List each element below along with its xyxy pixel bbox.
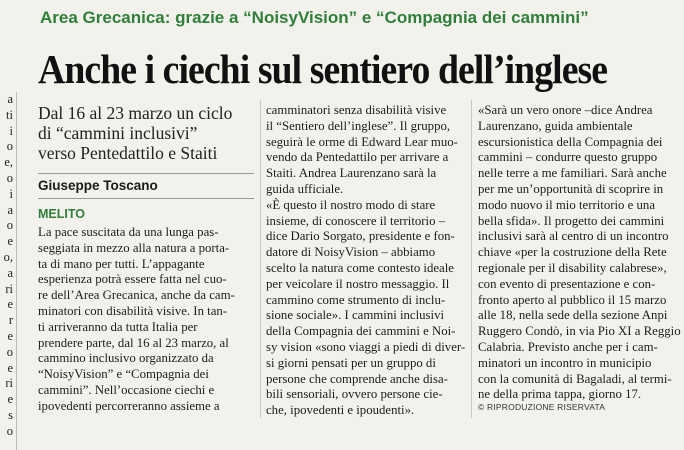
article-column-3 <box>478 103 681 403</box>
article-text-line: che, ipovedenti e ipoudenti». <box>266 403 415 418</box>
article-text-line: cammino come strumento di inclu- <box>266 292 446 307</box>
article-text-line: bella sfida». Il progetto dei cammini <box>478 213 665 228</box>
article-text-line: persone che comprende anche disa- <box>266 371 448 386</box>
previous-article-text-fragment: ti <box>6 107 13 122</box>
article-text-line: «È questo il nostro modo di stare <box>266 197 436 212</box>
article-text-line: con evento di presentazione e con- <box>478 276 656 291</box>
previous-article-text-fragment: o <box>6 218 13 233</box>
previous-article-text-fragment: a <box>7 265 13 280</box>
article-text-line: La pace suscitata da una lunga pas- <box>38 225 219 239</box>
article-text-line: nelle terre a me familiari. Sarà anche <box>478 166 667 181</box>
previous-article-column <box>0 92 17 450</box>
article-text-line: alle 18, nella sede della sezione Anpi <box>478 308 668 323</box>
article-text-line: esperienza potrà essere fatta nel cuo- <box>38 272 227 287</box>
article-text-line: Calabria. Previsto anche per i cam- <box>478 339 658 354</box>
subhead-line: verso Pentedattilo e Staiti <box>38 143 218 163</box>
article-text-line: Ruggero Condò, in via Pio XI a Reggio <box>478 324 681 339</box>
article-byline: Giuseppe Toscano <box>38 178 158 193</box>
article-text-line: sione sociale». I cammini inclusivi <box>266 308 445 323</box>
article-text-line: inclusivi sarà al centro di un incontro <box>478 229 669 244</box>
copyright-notice: © RIPRODUZIONE RISERVATA <box>478 402 606 412</box>
article-text-line: modo nuovo il mio territorio e una <box>478 197 655 212</box>
previous-article-text-fragment: ri <box>5 376 13 391</box>
previous-article-text-fragment: e <box>7 360 13 375</box>
previous-article-text-fragment: o <box>6 139 13 154</box>
article-text-line: dice Dario Sorgato, presidente e fon- <box>266 229 455 244</box>
previous-article-text-fragment: s <box>8 407 13 422</box>
article-text-line: per veicolare il nostro messaggio. Il <box>266 276 450 291</box>
article-column-1 <box>38 225 254 415</box>
column-divider <box>471 100 472 418</box>
article-text-line: vendo da Pentedattilo per arrivare a <box>266 150 449 165</box>
article-text-line: cammini”. Nell’occasione ciechi e <box>38 382 215 397</box>
article-text-line: guida ufficiale. <box>266 181 344 196</box>
article-text-line: camminatori senza disabilità visive <box>266 103 447 117</box>
article-text-line: della Compagnia dei cammini e Noi- <box>266 324 456 339</box>
article-text-line: “NoisyVision” e “Compagnia dei <box>38 367 209 382</box>
article-text-line: minatori un incontro in municipio <box>478 355 652 370</box>
article-text-line: con la comunità di Bagaladi, al termi- <box>478 371 672 386</box>
article-text-line: Staiti. Andrea Laurenzano sarà la <box>266 166 437 181</box>
previous-article-text-fragment: a <box>7 202 13 217</box>
article-text-line: scelto la natura come contesto ideale <box>266 260 454 275</box>
subhead-line: di “cammini inclusivi” <box>38 123 198 143</box>
previous-article-text-fragment: r <box>8 313 13 328</box>
article-text-line: fronto aperto al pubblico il 15 marzo <box>478 292 667 307</box>
location-divider <box>38 198 254 199</box>
subhead-line: Dal 16 al 23 marzo un ciclo <box>38 103 233 123</box>
article-text-line: Laurenzano, guida ambientale <box>478 118 633 133</box>
article-text-line: ne della prima tappa, giorno 17. <box>478 387 642 402</box>
previous-article-text-fragment: a <box>7 92 13 106</box>
previous-article-text-fragment: e, <box>4 155 13 170</box>
article-text-line: minatori con disabilità visive. In tan- <box>38 303 228 318</box>
article-text-line: seguirà le orme di Edward Lear muo- <box>266 134 458 149</box>
article-text-line: sy vision «sono viaggi a piedi di diver- <box>266 339 466 354</box>
article-text-line: il “Sentiero dell’inglese”. Il gruppo, <box>266 118 451 133</box>
previous-article-text-fragment: o <box>6 344 13 359</box>
article-text-line: cammino inclusivo organizzato da <box>38 351 214 366</box>
article-subhead <box>38 103 254 163</box>
previous-article-text-fragment: e <box>7 234 13 249</box>
previous-article-text-fragment: o <box>6 170 13 185</box>
previous-article-text-fragment: o, <box>3 249 13 264</box>
article-text-line: prendere parte, dal 16 al 23 marzo, al <box>38 335 229 350</box>
article-text-line: ta di mano per tutti. L’appagante <box>38 256 205 271</box>
previous-article-text-fragment: e <box>7 328 13 343</box>
article-text-line: chiave «per la costruzione della Rete <box>478 245 667 260</box>
previous-article-text-fragment: o <box>6 423 13 438</box>
previous-article-text-fragment: e <box>7 392 13 407</box>
article-text-line: cammini – condurre questo gruppo <box>478 150 658 165</box>
article-text-line: per me un’opportunità di scoprire in <box>478 181 664 196</box>
article-column-2 <box>266 103 464 419</box>
previous-article-text-fragment: e <box>7 297 13 312</box>
article-text-line: escursionistica della Compagnia dei <box>478 134 663 149</box>
previous-article-text-fragment: ri <box>5 281 13 296</box>
article-text-line: ipovedenti percorreranno assieme a <box>38 398 220 413</box>
previous-article-text-fragment: i <box>9 186 13 201</box>
article-kicker: Area Grecanica: grazie a “NoisyVision” e “Compagnia dei cammini” <box>40 8 589 27</box>
article-text-line: insieme, di conoscere il territorio – <box>266 213 446 228</box>
article-text-line: re dell’Area Grecanica, anche da cam- <box>38 288 235 303</box>
article-text-line: ti arriveranno da tutta Italia per <box>38 319 198 334</box>
article-text-line: datore di NoisyVision – abbiamo <box>266 245 436 260</box>
article-text-line: «Sarà un vero onore –dice Andrea <box>478 103 653 117</box>
column-divider <box>260 100 261 418</box>
article-location: MELITO <box>38 207 85 221</box>
article-text-line: si giorni pensati per un gruppo di <box>266 355 436 370</box>
byline-divider <box>38 173 254 174</box>
article-headline: Anche i ciechi sul sentiero dell’inglese <box>38 46 608 92</box>
article-text-line: seggiata in mezzo alla natura a porta- <box>38 240 230 255</box>
previous-article-text-fragment: i <box>9 123 13 138</box>
article-text-line: regionale per il disability calabrese», <box>478 260 667 275</box>
article-text-line: bili sensoriali, ovvero persone cie- <box>266 387 443 402</box>
